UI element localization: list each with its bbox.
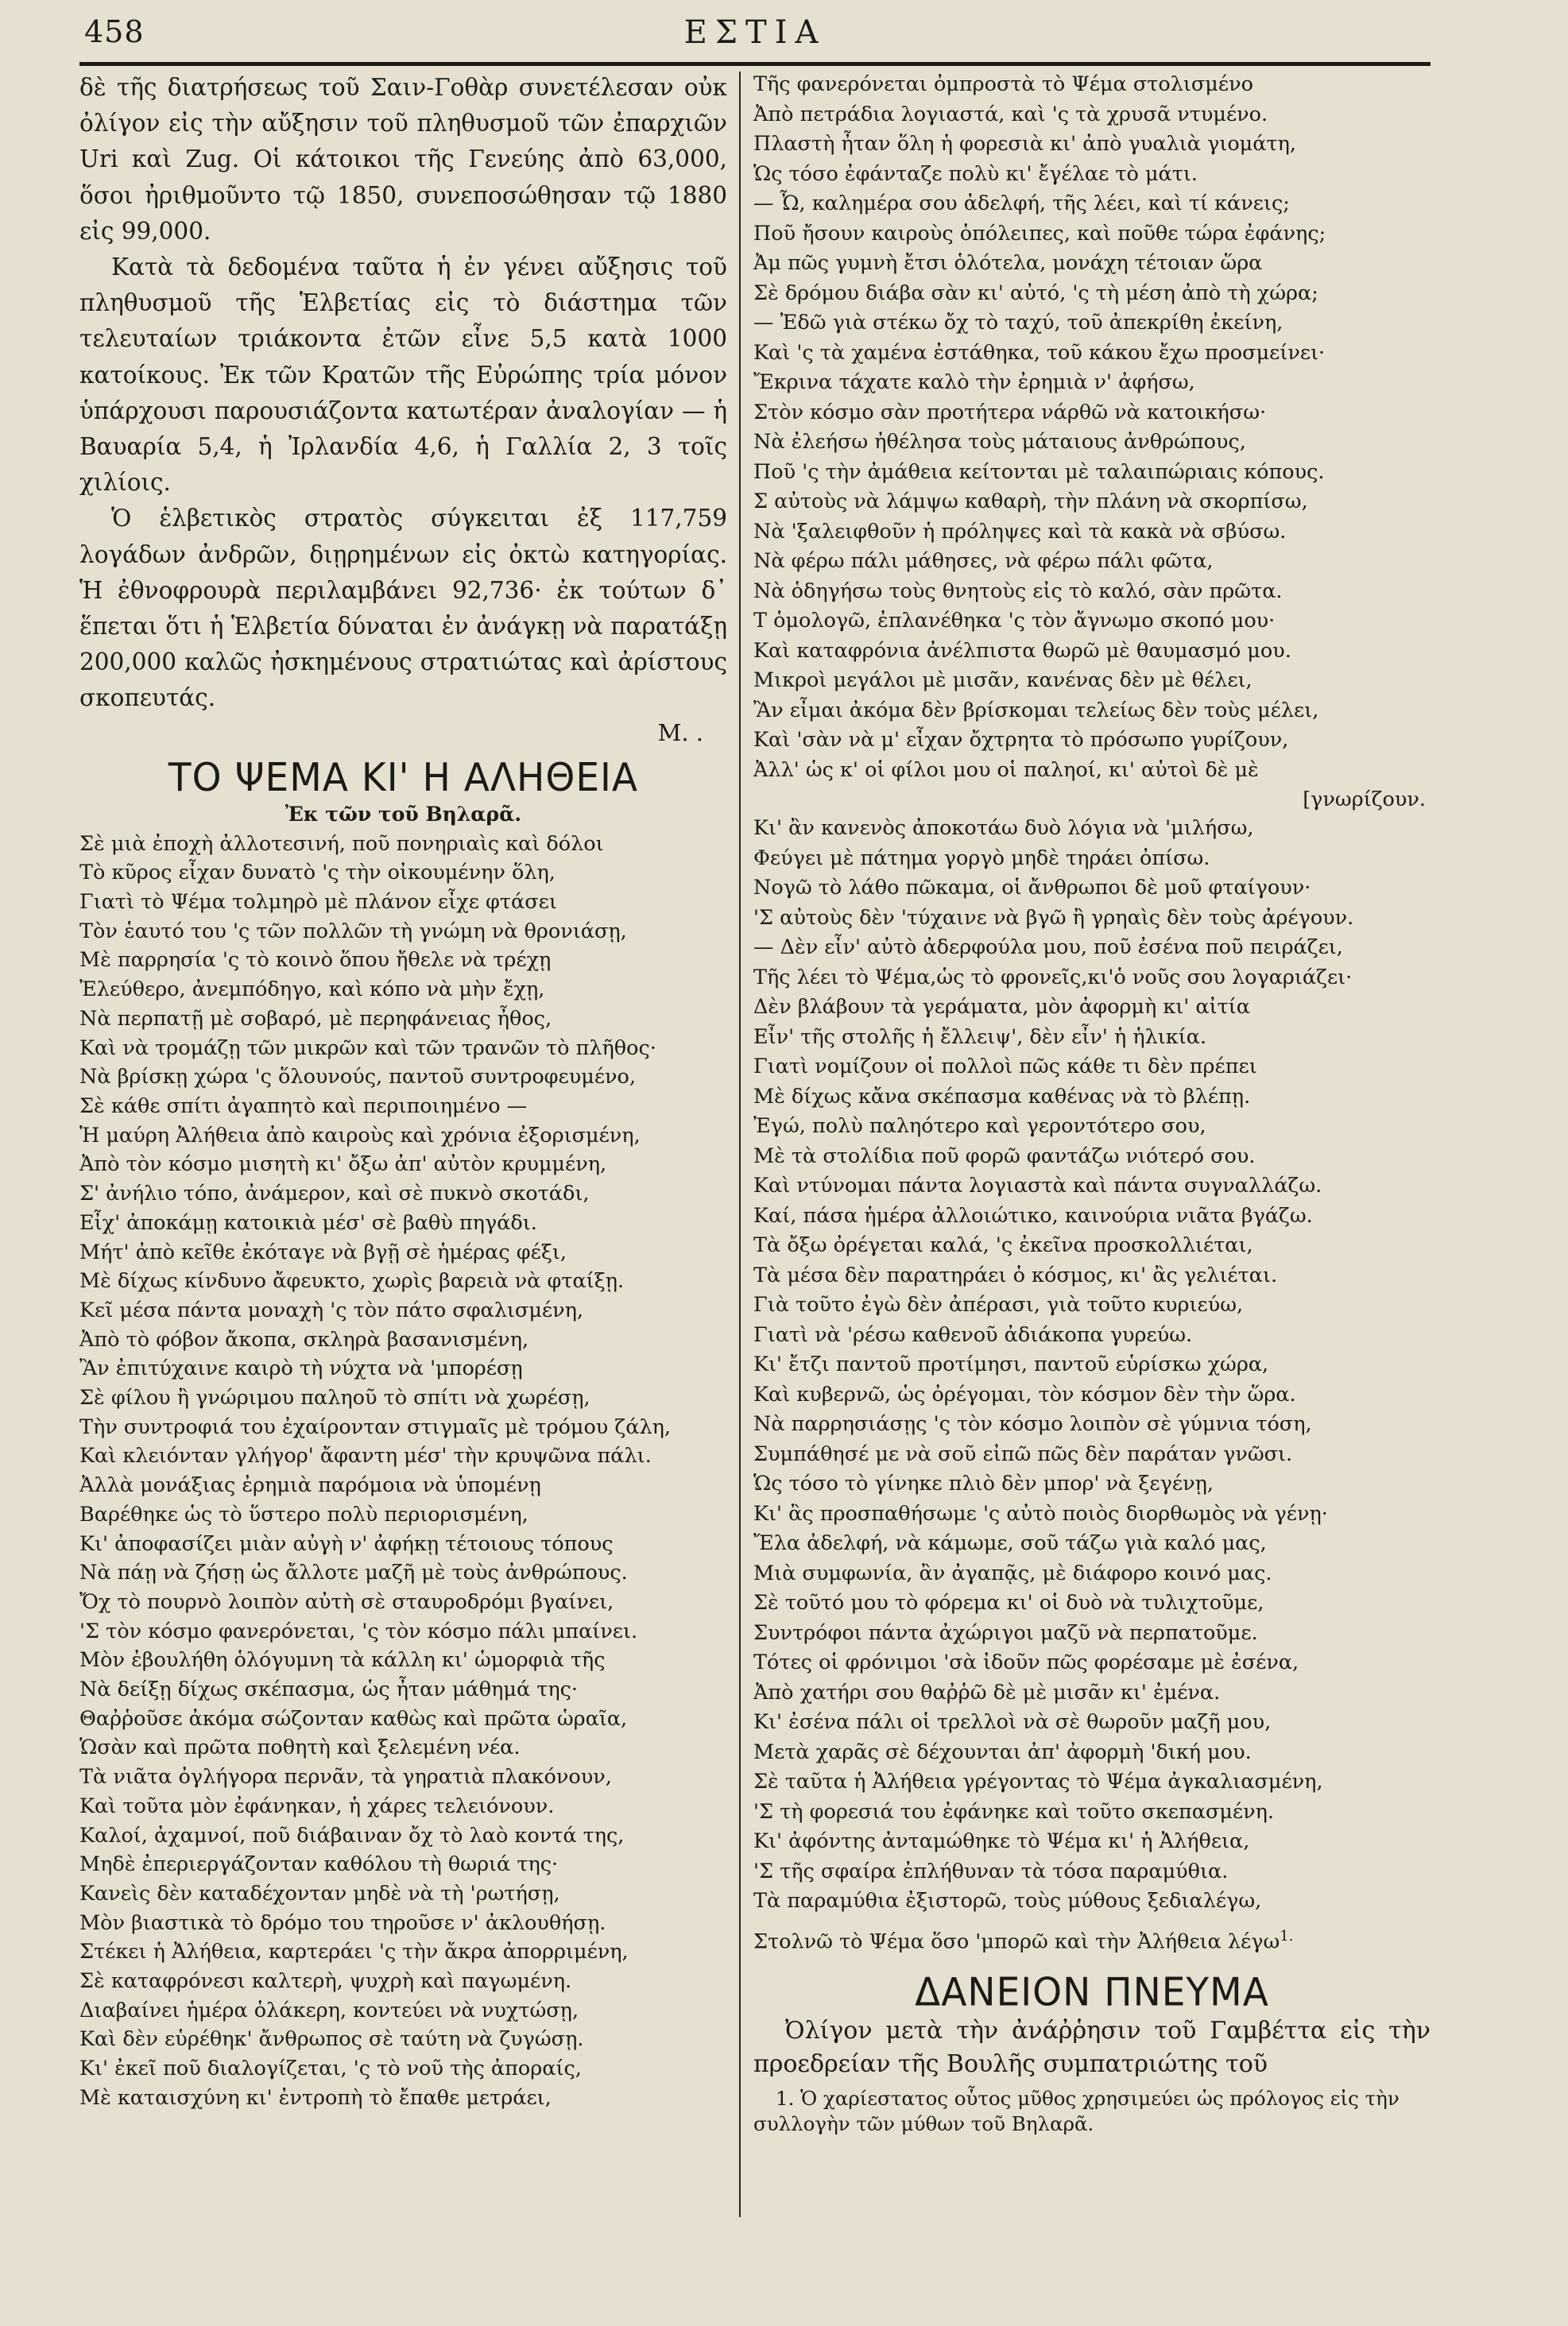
- poem-line: Ὄχ τὸ πουρνὸ λοιπὸν αὐτὴ σὲ σταυροδρόμι βγαίνει,: [79, 1589, 614, 1614]
- paragraph: Κατὰ τὰ δεδομένα ταῦτα ἡ ἐν γένει αὔξησις τοῦ πληθυσμοῦ τῆς Ἑλβετίας εἰς τὸ διάστημα τῶν τελευταίων τριάκοντα ἐτῶν εἶνε 5,5 κατὰ 1000 κατοίκους. Ἐκ τῶν Κρατῶν τῆς Εὐρώπης τρία μόνον ὑπάρχουσι παρουσιάζοντα κατωτέραν ἀναλογίαν — ἡ Βαυαρία 5,4, ἡ Ἰρλανδία 4,6, ἡ Γαλλία 2, 3 τοῖς χιλίοις.: [79, 253, 727, 497]
- poem-line: Διαβαίνει ἡμέρα ὁλάκερη, κοντεύει νὰ νυχτώσῃ,: [79, 1998, 579, 2022]
- poem-line: Ὡσὰν καὶ πρῶτα ποθητὴ καὶ ξελεμένη νέα.: [79, 1736, 521, 1760]
- paragraph: Ὁ ἑλβετικὸς στρατὸς σύγκειται ἐξ 117,759 λογάδων ἀνδρῶν, διῃρημένων εἰς ὀκτὼ κατηγορίας. Ἡ ἐθνοφρουρὰ περιλαμβάνει 92,736· ἐκ τούτων δ᾽ ἕπεται ὅτι ἡ Ἑλβετία δύναται ἐν ἀνάγκῃ νὰ παρατάξῃ 200,000 καλῶς ἠσκημένους στρατιώτας καὶ ἀρίστους σκοπευτάς.: [79, 505, 727, 712]
- poem-line: Κι' ἀφόντης ἀνταμώθηκε τὸ Ψέμα κι' ἡ Ἀλήθεια,: [753, 1829, 1250, 1853]
- poem-line: Νὰ βρίσκῃ χώρα 'ς ὅλουνούς, παντοῦ συντροφευμένο,: [79, 1065, 636, 1089]
- poem-line: Φεύγει μὲ πάτημα γοργὸ μηδὲ τηράει ὀπίσω.: [753, 846, 1210, 870]
- paragraph: δὲ τῆς διατρήσεως τοῦ Σαιν-Γοθὰρ συνετέλεσαν οὐκ ὀλίγον εἰς τὴν αὔξησιν τοῦ πληθυσμοῦ τῶν ἐπαρχιῶν Uri καὶ Zug. Οἱ κάτοικοι τῆς Γενεύης ἀπὸ 63,000, ὅσοι ἠριθμοῦντο τῷ 1850, συνεποσώθησαν τῷ 1880 εἰς 99,000.: [79, 74, 727, 245]
- column-divider: [739, 72, 741, 2217]
- poem-line: Κι' ἐσένα πάλι οἱ τρελλοὶ νὰ σὲ θωροῦν μαζῆ μου,: [753, 1710, 1272, 1734]
- poem-line: Συμπάθησέ με νὰ σοῦ εἰπῶ πῶς δὲν παράταν γνῶσι.: [753, 1442, 1293, 1466]
- poem-line: Ἀπὸ πετράδια λογιαστά, καὶ 'ς τὰ χρυσᾶ ντυμένο.: [753, 102, 1268, 126]
- poem-line: Τὴν συντροφιά του ἐχαίρονταν στιγμαῖς μὲ τρόμου ζάλη,: [79, 1415, 671, 1439]
- poem-line: Πλαστὴ ἦταν ὅλη ἡ φορεσιὰ κι' ἀπὸ γυαλιὰ γιομάτη,: [753, 132, 1296, 156]
- poem-line: — Δὲν εἶν' αὐτὸ ἀδερφούλα μου, ποῦ ἐσένα ποῦ πειράζει,: [753, 935, 1343, 959]
- footnote-marker: 1.: [1280, 1927, 1294, 1945]
- poem-line: Γιατὶ νομίζουν οἱ πολλοὶ πῶς κάθε τι δὲν πρέπει: [753, 1055, 1257, 1078]
- poem-line: Κι' ἔτζι παντοῦ προτίμησι, παντοῦ εὑρίσκω χώρα,: [753, 1353, 1269, 1376]
- poem-line: Νογῶ τὸ λάθο πῶκαμα, οἱ ἄνθρωποι δὲ μοῦ φταίγουν·: [753, 876, 1311, 900]
- poem-line: [753, 1922, 1431, 1957]
- poem-line: Ἐλεύθερο, ἀνεμπόδηγο, καὶ κόπο νὰ μὴν ἔχῃ,: [79, 977, 545, 1002]
- poem-line: Ἀμ πῶς γυμνὴ ἔτσι ὁλότελα, μονάχη τέτοιαν ὥρα: [753, 251, 1263, 275]
- poem-line: Στέκει ἡ Ἀλήθεια, καρτεράει 'ς τὴν ἄκρα ἀπορριμένη,: [79, 1940, 629, 1964]
- poem-line: Σ αὐτοὺς νὰ λάμψω καθαρὴ, τὴν πλάνη νὰ σκορπίσω,: [753, 490, 1308, 513]
- poem-line: Σὲ φίλου ἢ γνώριμου παληοῦ τὸ σπίτι νὰ χωρέσῃ,: [79, 1386, 590, 1411]
- poem-line: Τὰ μέσα δὲν παρατηράει ὁ κόσμος, κι' ἂς γελιέται.: [753, 1263, 1278, 1287]
- poem-line: Νὰ περπατῇ μὲ σοβαρό, μὲ περηφάνειας ἦθος,: [79, 1006, 552, 1031]
- footnote: 1. Ὁ χαρίεστατος οὗτος μῦθος χρησιμεύει ὡς πρόλογος εἰς τὴν συλλογὴν τῶν μύθων τοῦ Βηλαρᾶ.: [753, 2086, 1400, 2135]
- poem-line: Νὰ 'ξαλειφθοῦν ἡ πρόληψες καὶ τὰ κακὰ νὰ σβύσω.: [753, 519, 1287, 544]
- article-continuation: [79, 70, 727, 749]
- poem-line: Μήτ' ἀπὸ κεῖθε ἐκόταγε νὰ βγῇ σὲ ἡμέρας φέξι,: [79, 1240, 567, 1264]
- poem-line: Σὲ δρόμου διάβα σὰν κι' αὐτό, 'ς τὴ μέση ἀπὸ τὴ χώρα;: [753, 281, 1318, 305]
- poem-line: Ἀλλ' ὡς κ' οἱ φίλοι μου οἱ παληοί, κι' αὐτοὶ δὲ μὲ: [753, 757, 1259, 782]
- poem-line: Νὰ δείξῃ δίχως σκέπασμα, ὡς ἦταν μάθημά της·: [79, 1678, 579, 1702]
- poem-line: Ἂν ἐπιτύχαινε καιρὸ τὴ νύχτα νὰ 'μπορέσῃ: [79, 1357, 523, 1381]
- poem-line: Εἶχ' ἀποκάμῃ κατοικιὰ μέσ' σὲ βαθὺ πηγάδι.: [79, 1210, 537, 1235]
- poem-line: Κι' ἂν κανενὸς ἀποκοτάω δυὸ λόγια νὰ 'μιλήσω,: [753, 816, 1254, 840]
- poem-line: Ποῦ ἤσουν καιροὺς ὁπόλειπες, καὶ ποῦθε τώρα ἐφάνης;: [753, 221, 1326, 246]
- poem-line: Συντρόφοι πάντα ἀχώριγοι μαζῦ νὰ περπατοῦμε.: [753, 1620, 1258, 1645]
- left-column: [79, 70, 727, 2113]
- poem-line: Ὡς τόσο ἐφάνταζε πολὺ κι' ἔγέλαε τὸ μάτι.: [753, 161, 1198, 186]
- poem-line: Καὶ 'σὰν νὰ μ' εἶχαν ὄχτρητα τὸ πρόσωπο γυρίζουν,: [753, 728, 1289, 752]
- poem-line: Μιὰ συμφωνία, ἂν ἀγαπᾷς, μὲ διάφορο κοινό μας.: [753, 1561, 1272, 1585]
- poem-line: Καί, πάσα ἡμέρα ἀλλοιώτικο, καινούρια νιᾶτα βγάζω.: [753, 1203, 1313, 1228]
- poem-line: Γιὰ τοῦτο ἐγὼ δὲν ἀπέρασι, γιὰ τοῦτο κυριεύω,: [753, 1293, 1244, 1317]
- poem-line: Σὲ καταφρόνεσι καλτερὴ, ψυχρὴ καὶ παγωμένη.: [79, 1969, 572, 1994]
- poem-line: Τῆς λέει τὸ Ψέμα,ὡς τὸ φρονεῖς,κι'ὁ νοῦς σου λογαριάζει·: [753, 965, 1353, 989]
- poem-line: Καὶ νὰ τρομάζῃ τῶν μικρῶν καὶ τῶν τρανῶν τὸ πλῆθος·: [79, 1035, 656, 1060]
- poem-line: Δὲν βλάβουν τὰ γεράματα, μὸν ἀφορμὴ κι' αἰτία: [753, 995, 1250, 1019]
- poem-line: Κανεὶς δὲν καταδέχονταν μηδὲ νὰ τὴ 'ρωτήσῃ,: [79, 1881, 560, 1906]
- journal-title: ΕΣΤΙΑ: [683, 14, 827, 51]
- poem-line: Ἐγώ, πολὺ παληότερο καὶ γεροντότερο σου,: [753, 1114, 1206, 1138]
- poem-line: Τὸ κῦρος εἶχαν δυνατὸ 'ς τὴν οἰκουμένην ὅλη,: [79, 861, 556, 885]
- poem-line: Γιατὶ νὰ 'ρέσω καθενοῦ ἀδιάκοπα γυρεύω.: [753, 1322, 1193, 1347]
- verse-overflow: [γνωρίζουν.: [1303, 788, 1426, 811]
- poem-continuation: [753, 814, 1431, 1917]
- article-subtitle: Ἐκ τῶν τοῦ Βηλαρᾶ.: [285, 802, 522, 826]
- next-article-intro: Ὀλίγον μετὰ τὴν ἀνάῤῥησιν τοῦ Γαμβέττα εἰς τὴν προεδρείαν τῆς Βουλῆς συμπατριώτης τοῦ: [753, 2016, 1431, 2078]
- poem-line: Μὸν βιαστικὰ τὸ δρόμο του τηροῦσε ν' ἀκλουθήσῃ.: [79, 1910, 606, 1935]
- poem-line: Καὶ 'ς τὰ χαμένα ἐστάθηκα, τοῦ κάκου ἔχω προσμείνει·: [753, 340, 1326, 365]
- poem-line: Θαῤῥοῦσε ἀκόμα σώζονταν καθὼς καὶ πρῶτα ὡραῖα,: [79, 1706, 628, 1731]
- poem-line: Τότες οἱ φρόνιμοι 'σὰ ἰδοῦν πῶς φορέσαμε μὲ ἐσένα,: [753, 1651, 1299, 1674]
- poem-line: Σὲ τοῦτό μου τὸ φόρεμα κι' οἱ δυὸ νὰ τυλιχτοῦμε,: [753, 1591, 1264, 1615]
- poem-line: Τὰ ὄξω ὀρέγεται καλά, 'ς ἐκεῖνα προσκολλιέται,: [753, 1233, 1253, 1257]
- poem-line: Νὰ ἐλεήσω ἠθέλησα τοὺς μάταιους ἀνθρώπους,: [753, 430, 1246, 454]
- poem-line: Γιατὶ τὸ Ψέμα τολμηρὸ μὲ πλάνον εἶχε φτάσει: [79, 890, 557, 915]
- poem-line: Κεῖ μέσα πάντα μοναχὴ 'ς τὸν πάτο σφαλισμένη,: [79, 1298, 584, 1322]
- poem-line: Νὰ πάῃ νὰ ζήσῃ ὡς ἄλλοτε μαζῆ μὲ τοὺς ἀνθρώπους.: [79, 1561, 628, 1585]
- poem-line: Τὸν ἑαυτό του 'ς τῶν πολλῶν τὴ γνώμη νὰ θρονιάσῃ,: [79, 919, 627, 943]
- poem-line: Ἀπὸ χατήρι σου θαῤῥῶ δὲ μὲ μισᾶν κι' ἐμένα.: [753, 1680, 1221, 1705]
- poem-line: Τῆς φανερόνεται ὀμπροστὰ τὸ Ψέμα στολισμένο: [753, 72, 1253, 96]
- poem-line: Μὲ παρρησία 'ς τὸ κοινὸ ὅπου ἤθελε νὰ τρέχῃ: [79, 948, 552, 973]
- poem-line: Καὶ καταφρόνια ἀνέλπιστα θωρῶ μὲ θαυμασμό μου.: [753, 638, 1291, 663]
- poem-line: Καὶ ντύνομαι πάντα λογιαστὰ καὶ πάντα συγναλλάζω.: [753, 1174, 1322, 1198]
- right-column: [753, 70, 1431, 2137]
- poem-line: Νὰ φέρω πάλι μάθησες, νὰ φέρω πάλι φῶτα,: [753, 549, 1214, 573]
- poem-line: 'Σ τὴ φορεσιά του ἐφάνηκε καὶ τοῦτο σκεπασμένη.: [753, 1799, 1275, 1824]
- next-article-title: ΔΑΝΕΙΟΝ ΠΝΕΥΜΑ: [915, 1969, 1269, 2015]
- poem-line: — Ἐδῶ γιὰ στέκω ὄχ τὸ ταχύ, τοῦ ἀπεκρίθη ἐκείνη,: [753, 311, 1283, 335]
- poem-line: Κι' ἀποφασίζει μιὰν αὐγὴ ν' ἀφήκῃ τέτοιους τόπους: [79, 1531, 614, 1556]
- poem-line: Ἀπὸ τὸ φόβον ἄκοπα, σκληρὰ βασανισμένη,: [79, 1327, 529, 1352]
- poem-line: Καλοί, ἀχαμνοί, ποῦ διάβαιναν ὄχ τὸ λαὸ κοντά της,: [79, 1823, 625, 1848]
- poem-line: Μὲ δίχως κἄνα σκέπασμα καθένας νὰ τὸ βλέπῃ.: [753, 1084, 1251, 1109]
- poem-line: Καὶ κυβερνῶ, ὡς ὀρέγομαι, τὸν κόσμον δὲν τὴν ὥρα.: [753, 1382, 1296, 1407]
- poem-line: Μετὰ χαρᾶς σὲ δέχουνται ἀπ' ἀφορμὴ 'δική μου.: [753, 1740, 1252, 1764]
- poem-line: Βαρέθηκε ὡς τὸ ὕστερο πολὺ περιορισμένη,: [79, 1502, 528, 1527]
- poem-line: Νὰ ὁδηγήσω τοὺς θνητοὺς εἰς τὸ καλό, σὰν πρῶτα.: [753, 579, 1283, 603]
- poem-line: Ἀλλὰ μονάξιας ἐρημιὰ παρόμοια νὰ ὑπομένῃ: [79, 1473, 541, 1498]
- poem-line: Καὶ δὲν εὑρέθηκ' ἄνθρωπος σὲ ταύτη νὰ ζυγώσῃ.: [79, 2027, 584, 2052]
- poem-line: Σὲ ταῦτα ἡ Ἀλήθεια γρέγοντας τὸ Ψέμα ἀγκαλιασμένη,: [753, 1770, 1323, 1794]
- page-number: 458: [84, 14, 145, 49]
- poem-line: Σ' ἀνήλιο τόπο, ἀνάμερον, καὶ σὲ πυκνὸ σκοτάδι,: [79, 1182, 590, 1206]
- poem-line: 'Σ τὸν κόσμο φανερόνεται, 'ς τὸν κόσμο πάλι μπαίνει.: [79, 1619, 638, 1643]
- poem-line: Ἔλα ἀδελφή, νὰ κάμωμε, σοῦ τάζω γιὰ καλό μας,: [753, 1531, 1267, 1555]
- poem-continuation: [753, 70, 1431, 785]
- page-header: [79, 8, 1431, 56]
- poem-line: Νὰ παρρησιάσῃς 'ς τὸν κόσμο λοιπὸν σὲ γύμνια τόση,: [753, 1412, 1312, 1436]
- poem-line: Ἔκρινα τάχατε καλὸ τὴν ἐρημιὰ ν' ἀφήσω,: [753, 370, 1195, 394]
- poem-line: Ποῦ 'ς τὴν ἀμάθεια κείτονται μὲ ταλαιπώριαις κόπους.: [753, 459, 1325, 484]
- poem-line: Μὸν ἐβουλήθη ὁλόγυμνη τὰ κάλλη κι' ὡμορφιὰ τῆς: [79, 1648, 606, 1673]
- poem-line: 'Σ αὐτοὺς δὲν 'τύχαινε νὰ βγῶ ἢ γρηαὶς δὲν τοὺς ἀρέγουν.: [753, 905, 1354, 930]
- poem-line: Τ ὁμολογῶ, ἐπλανέθηκα 'ς τὸν ἄγνωμο σκοπό μου·: [753, 609, 1276, 633]
- poem-line: Ἂν εἶμαι ἀκόμα δὲν βρίσκομαι τελείως δὲν τοὺς μέλει,: [753, 698, 1319, 722]
- poem-line: Κι' ἂς προσπαθήσωμε 'ς αὐτὸ ποιὸς διορθωμὸς νὰ γένῃ·: [753, 1501, 1328, 1526]
- poem-line: 'Σ τῆς σφαίρα ἐπλήθυναν τὰ τόσα παραμύθια.: [753, 1859, 1229, 1883]
- article-title: ΤΟ ΨΕΜΑ ΚΙ' Η ΑΛΗΘΕΙΑ: [168, 754, 639, 801]
- signature: Μ. .: [657, 718, 703, 746]
- poem-line: Μικροὶ μεγάλοι μὲ μισᾶν, κανένας δὲν μὲ θέλει,: [753, 668, 1252, 692]
- poem-line: Ἀπὸ τὸν κόσμο μισητὴ κι' ὄξω ἀπ' αὐτὸν κρυμμένη,: [79, 1152, 607, 1177]
- poem-last-line: Στολνῶ τὸ Ψέμα ὅσο 'μπορῶ καὶ τὴν Ἀλήθεια λέγω: [753, 1929, 1280, 1953]
- poem-line: Τὰ παραμύθια ἐξιστορῶ, τοὺς μύθους ξεδιαλέγω,: [753, 1889, 1262, 1913]
- poem-line: Ἡ μαύρη Ἀλήθεια ἀπὸ καιροὺς καὶ χρόνια ἐξορισμένη,: [79, 1123, 641, 1148]
- poem-line: Καὶ τοῦτα μὸν ἐφάνηκαν, ἡ χάρες τελειόνουν.: [79, 1794, 555, 1818]
- poem-line: Καὶ κλειόνταν γλήγορ' ἄφαντη μέσ' τὴν κρυψῶνα πάλι.: [79, 1444, 652, 1469]
- poem-last-line-wrap: [753, 1922, 1431, 1957]
- poem-line: Σὲ μιὰ ἐποχὴ ἀλλοτεσινή, ποῦ πονηριαὶς καὶ δόλοι: [79, 831, 604, 856]
- poem-line: Ὡς τόσο τὸ γίνηκε πλιὸ δὲν μπορ' νὰ ξεγένῃ,: [753, 1472, 1214, 1496]
- poem-line: Κι' ἐκεῖ ποῦ διαλογίζεται, 'ς τὸ νοῦ τὴς ἀποραίς,: [79, 2057, 582, 2081]
- poem-line: — Ὦ, καλημέρα σου ἀδελφή, τῆς λέει, καὶ τί κάνεις;: [753, 192, 1290, 215]
- poem-line: Μὲ τὰ στολίδια ποῦ φορῶ φαντάζω νιότερό σου.: [753, 1144, 1256, 1168]
- header-rule: [79, 62, 1431, 66]
- poem-line: Εἶν' τῆς στολῆς ἡ ἔλλειψ', δὲν εἶν' ἡ ἡλικία.: [753, 1024, 1207, 1049]
- poem-line: Μὲ καταισχύνη κι' ἐντροπὴ τὸ ἔπαθε μετράει,: [79, 2085, 552, 2110]
- poem-line: Μὲ δίχως κίνδυνο ἄφευκτο, χωρὶς βαρειὰ νὰ φταίξῃ.: [79, 1269, 625, 1294]
- poem-line: Σὲ κάθε σπίτι ἀγαπητὸ καὶ περιποιημένο —: [79, 1093, 528, 1118]
- poem-line: Μηδὲ ἐπεριεργάζονταν καθόλου τὴ θωριά της·: [79, 1852, 559, 1877]
- poem-line: Στὸν κόσμο σὰν προτήτερα νάρθῶ νὰ κατοικήσω·: [753, 400, 1267, 424]
- poem-line: Τὰ νιᾶτα ὀγλήγορα περνᾶν, τὰ γηρατιὰ πλακόνουν,: [79, 1765, 612, 1790]
- poem: [79, 830, 727, 2113]
